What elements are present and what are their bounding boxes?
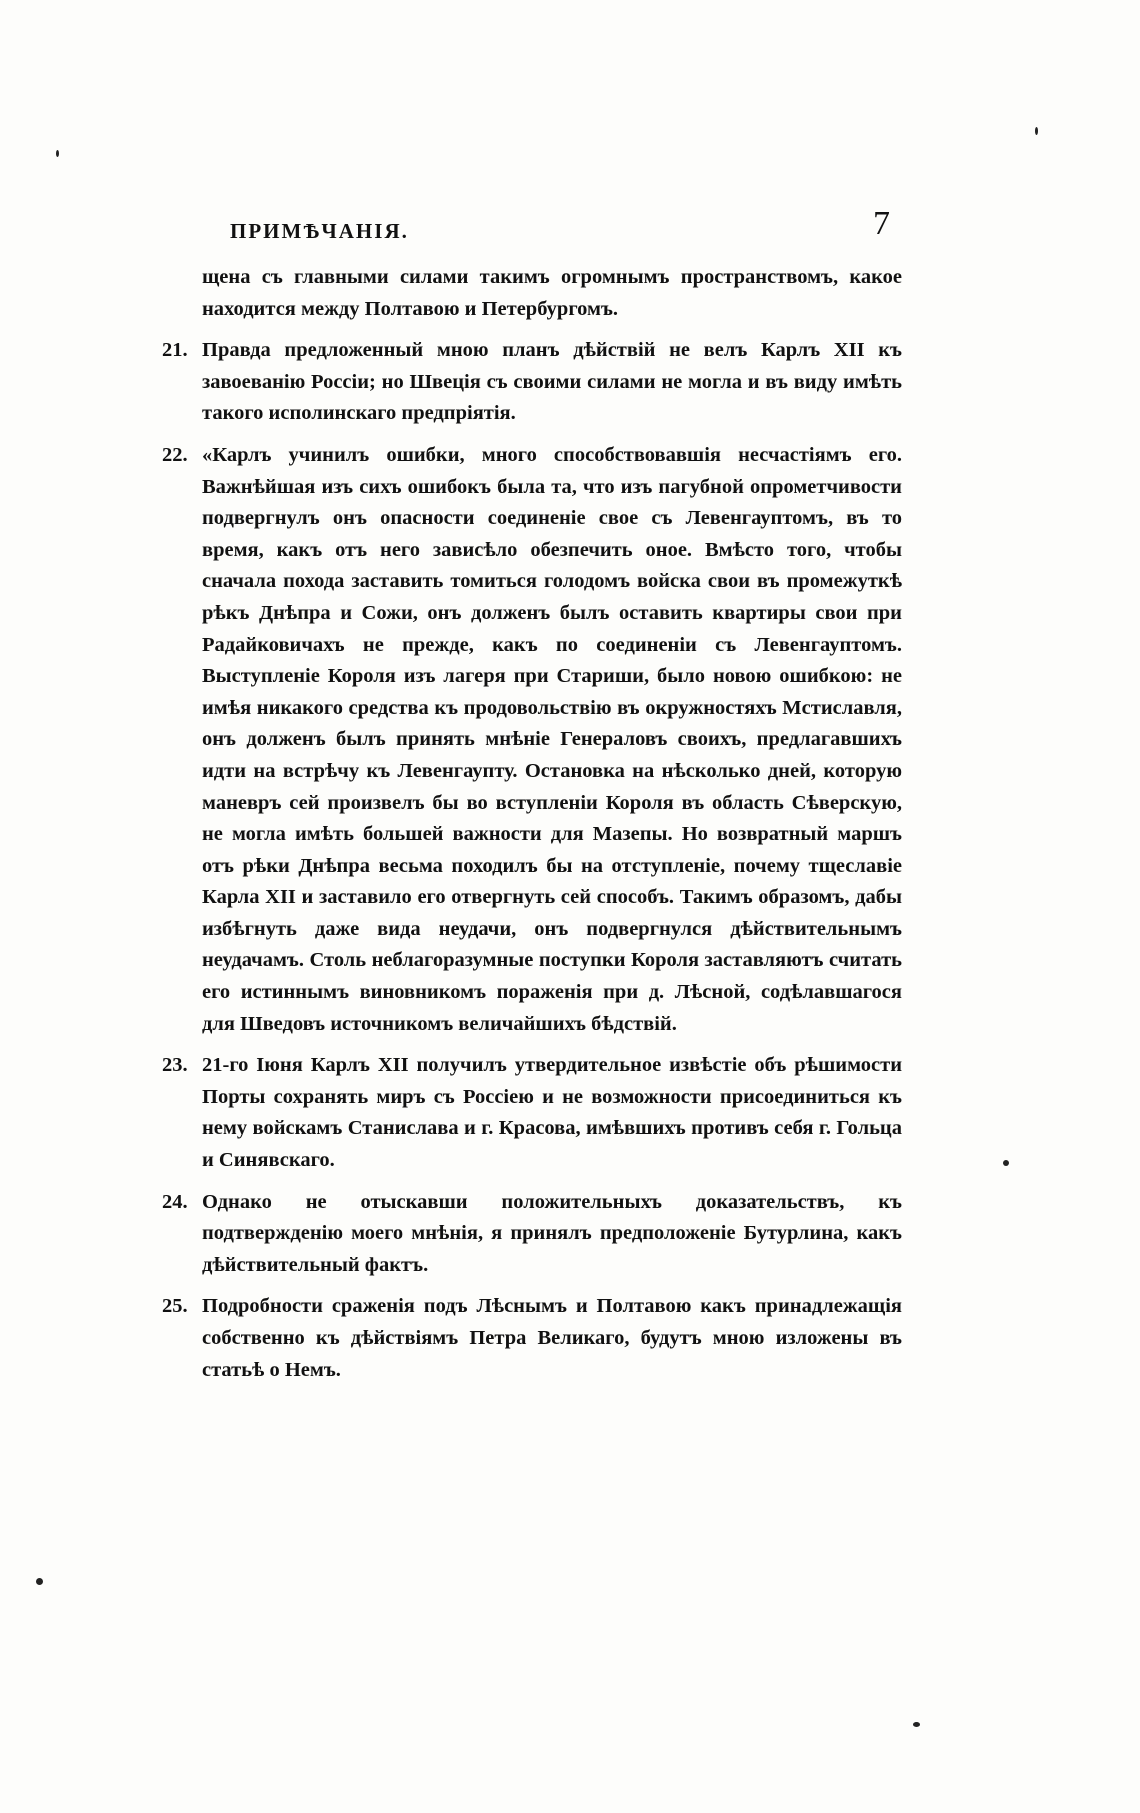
scan-speck bbox=[36, 1578, 43, 1585]
scan-speck bbox=[1035, 127, 1038, 135]
continuation-text: щена съ главными силами такимъ огромнымъ пространствомъ, какое находится между Полтавою и Петербургомъ. bbox=[202, 266, 902, 320]
note-23 bbox=[162, 1050, 902, 1176]
note-text: Однако не отыскавши положительныхъ доказательствъ, къ подтвержденію моего мнѣнія, я принялъ предположеніе Бутурлина, какъ дѣйствительный фактъ. bbox=[202, 1190, 902, 1276]
note-25 bbox=[162, 1291, 902, 1386]
page-number: 7 bbox=[873, 205, 890, 242]
note-number: 22. bbox=[162, 443, 188, 466]
note-text: 21-го Іюня Карлъ XII получилъ утвердительное извѣстіе объ рѣшимости Порты сохранять миръ съ Россіею и не возможности присоединиться къ нему войскамъ Станислава и г. Красова, имѣвшихъ противъ себя г. Гольца и Синявскаго. bbox=[202, 1054, 902, 1172]
note-number: 21. bbox=[162, 339, 188, 362]
note-text: Подробности сраженія подъ Лѣснымъ и Полтавою какъ принадлежащія собственно къ дѣйствіямъ Петра Великаго, будутъ мною изложены въ статьѣ о Немъ. bbox=[202, 1295, 902, 1381]
notes-body bbox=[162, 262, 902, 1396]
running-head: ПРИМѢЧАНІЯ. bbox=[230, 219, 409, 243]
note-21 bbox=[162, 335, 902, 430]
continuation-paragraph bbox=[162, 262, 902, 325]
scan-speck bbox=[56, 150, 59, 157]
note-24 bbox=[162, 1187, 902, 1282]
scan-speck bbox=[913, 1722, 920, 1727]
note-text: Правда предложенный мною планъ дѣйствій не велъ Карлъ XII къ завоеванію Россіи; но Швеція съ своими силами не могла и въ виду имѣть такого исполинскаго предпріятія. bbox=[202, 339, 902, 425]
note-number: 25. bbox=[162, 1295, 188, 1318]
scan-speck bbox=[1003, 1160, 1009, 1166]
note-number: 24. bbox=[162, 1190, 188, 1213]
note-22 bbox=[162, 440, 902, 1040]
note-text: «Карлъ учинилъ ошибки, много способствовавшія несчастіямъ его. Важнѣйшая изъ сихъ ошибокъ была та, что изъ пагубной опрометчивости подвергнулъ онъ опасности соединеніе свое съ Левенгауптомъ, въ то время, какъ отъ него зависѣло обезпечить оное. Вмѣсто того, чтобы сначала похода заставить томиться голодомъ войска свои въ промежуткѣ рѣкъ Днѣпра и Сожи, онъ долженъ былъ оставить квартиры свои при Радайковичахъ не прежде, какъ по соединеніи съ Левенгауптомъ. Выступленіе Короля изъ лагеря при Стариши, было новою ошибкою: не имѣя никакого средства къ продовольствію въ окружностяхъ Мстиславля, онъ долженъ былъ принять мнѣніе Генераловъ своихъ, предлагавшихъ идти на встрѣчу къ Левенгаупту. Остановка на нѣсколько дней, которую маневръ сей произвелъ бы во вступленіи Короля въ область Сѣверскую, не могла имѣть большей важности для Мазепы. Но возвратный маршъ отъ рѣки Днѣпра весьма походилъ бы на отступленіе, почему тщеславіе Карла XII и заставило его отвергнуть сей способъ. Такимъ образомъ, дабы избѣгнуть даже вида неудачи, онъ подвергнулся дѣйствительнымъ неудачамъ. Столь неблагоразумные поступки Короля заставляютъ считать его истиннымъ виновникомъ пораженія при д. Лѣсной, содѣлавшагося для Шведовъ источникомъ величайшихъ бѣдствій. bbox=[202, 443, 902, 1035]
page-header bbox=[230, 205, 890, 245]
note-number: 23. bbox=[162, 1054, 188, 1077]
